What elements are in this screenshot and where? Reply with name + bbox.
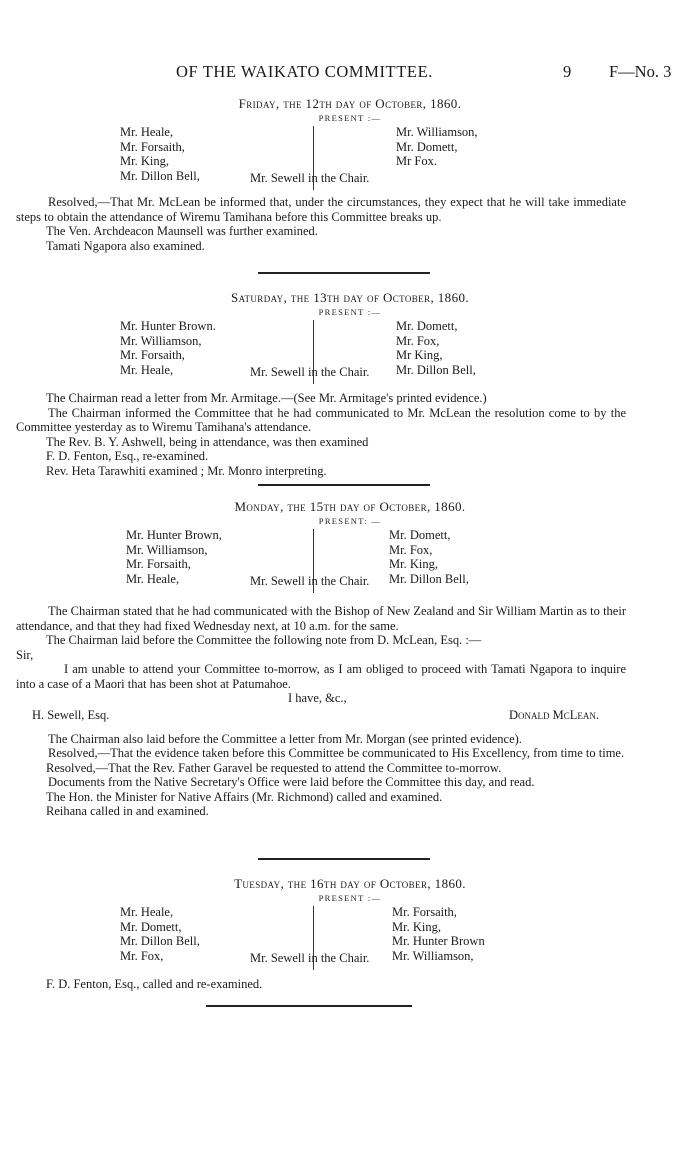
member-name: Mr. Dillon Bell,: [389, 571, 469, 586]
page-header: [0, 62, 700, 82]
member-name: Mr King,: [396, 348, 443, 362]
page-number: 9: [563, 62, 572, 81]
letter-signature: Donald McLean.: [509, 707, 600, 722]
file-number: F—No. 3: [609, 62, 672, 81]
attendance-list: [0, 317, 700, 385]
member-name: Mr. Heale,: [120, 125, 174, 139]
meeting-tuesday: [0, 876, 700, 992]
member-name: Mr. Williamson,: [396, 125, 478, 139]
member-name: Mr. Hunter Brown,: [126, 528, 222, 542]
minute-line: The Rev. B. Y. Ashwell, being in attendance, was then examined: [46, 434, 369, 449]
end-rule: [206, 1005, 412, 1007]
minute-line: The Ven. Archdeacon Maunsell was further examined.: [46, 224, 318, 238]
letter-salutation: Sir,: [16, 647, 34, 662]
minute-line: The Chairman read a letter from Mr. Armitage.—(See Mr. Armitage's printed evidence.): [46, 391, 487, 405]
minute-line: F. D. Fenton, Esq., re-examined.: [46, 449, 209, 463]
member-name: Mr. King,: [120, 154, 169, 168]
attendance-list: [0, 903, 700, 971]
letter-closing: I have, &c.,: [288, 691, 347, 705]
member-name: Mr. Dillon Bell,: [396, 362, 476, 377]
minute-paragraph: The Chairman informed the Committee that he had communicated to Mr. McLean the resolution come to by the Committee yesterday as to Wiremu Tamihana's attendance.: [16, 405, 626, 434]
section-divider: [258, 272, 430, 274]
member-name: Mr. Williamson,: [392, 948, 474, 963]
resolution-paragraph: Resolved,—That the Rev. Father Garavel be requested to attend the Committee to-morrow.: [46, 760, 502, 775]
resolution-paragraph: Resolved,—That the evidence taken before this Committee be communicated to His Excellency, from time to time.: [48, 746, 625, 760]
minute-line: The Chairman laid before the Committee the following note from D. McLean, Esq. :—: [46, 633, 482, 647]
member-name: Mr. Hunter Brown: [392, 934, 485, 948]
member-name: Mr. Williamson,: [120, 333, 202, 348]
member-name: Mr. Fox,: [396, 333, 440, 348]
members-left: [120, 905, 200, 963]
member-name: Mr. Forsaith,: [392, 905, 457, 919]
section-divider: [258, 484, 430, 486]
attendance-list: [0, 123, 700, 191]
member-name: Mr. Fox,: [389, 542, 433, 557]
present-label: PRESENT :—: [318, 307, 382, 317]
chair-line: Mr. Sewell in the Chair.: [250, 365, 370, 379]
member-name: Mr. Domett,: [396, 139, 458, 154]
members-left: [126, 528, 222, 586]
resolution-paragraph: Resolved,—That Mr. McLean be informed that, under the circumstances, they expect that he will take immediate steps to obtain the attendance of Wiremu Tamihana before this Committee breaks up.: [16, 195, 626, 224]
meeting-date: Monday, the 15th day of October, 1860.: [234, 499, 466, 514]
page-title: OF THE WAIKATO COMMITTEE.: [176, 62, 433, 81]
member-name: Mr. Fox,: [120, 948, 164, 963]
present-label: PRESENT :—: [318, 893, 382, 903]
member-name: Mr. King,: [392, 919, 441, 934]
meeting-monday: [0, 499, 700, 819]
present-label: PRESENT: —: [318, 516, 382, 526]
chair-line: Mr. Sewell in the Chair.: [250, 951, 370, 965]
chair-line: Mr. Sewell in the Chair.: [250, 171, 370, 185]
attendance-list: [0, 526, 700, 594]
member-name: Mr. King,: [389, 557, 438, 571]
members-right: [396, 125, 478, 169]
members-left: [120, 319, 216, 377]
section-divider: [258, 858, 430, 860]
minute-paragraph: Documents from the Native Secretary's Office were laid before the Committee this day, and read.: [48, 775, 535, 789]
letter-addressee: H. Sewell, Esq.: [32, 707, 110, 722]
member-name: Mr. Williamson,: [126, 542, 208, 557]
member-name: Mr. Domett,: [120, 919, 182, 934]
meeting-date: Tuesday, the 16th day of October, 1860.: [234, 876, 466, 891]
members-right: [392, 905, 485, 963]
member-name: Mr. Domett,: [396, 319, 458, 333]
minute-line: The Hon. the Minister for Native Affairs (Mr. Richmond) called and examined.: [46, 789, 443, 804]
meeting-saturday: [0, 290, 700, 478]
members-left: [120, 125, 200, 183]
minute-paragraph: The Chairman also laid before the Committee a letter from Mr. Morgan (see printed evidence).: [48, 731, 522, 746]
present-label: PRESENT :—: [318, 113, 382, 123]
member-name: Mr. Heale,: [120, 362, 174, 377]
member-name: Mr. Forsaith,: [120, 139, 185, 154]
member-name: Mr. Dillon Bell,: [120, 934, 200, 948]
member-name: Mr. Dillon Bell,: [120, 168, 200, 183]
letter-body: I am unable to attend your Committee to-morrow, as I am obliged to proceed with Tamati Ngapora to inquire into a case of a Maori that has been shot at Patumahoe.: [16, 662, 626, 691]
meeting-date: Friday, the 12th day of October, 1860.: [238, 96, 462, 111]
minute-paragraph: The Chairman stated that he had communicated with the Bishop of New Zealand and Sir William Martin as to their attendance, and that they had fixed Wednesday next, at 10 a.m. for the same.: [16, 604, 626, 633]
member-name: Mr. Hunter Brown.: [120, 319, 216, 333]
minute-line: Tamati Ngapora also examined.: [46, 238, 205, 253]
minute-line: F. D. Fenton, Esq., called and re-examined.: [46, 977, 263, 991]
minute-line: Rev. Heta Tarawhiti examined ; Mr. Monro interpreting.: [46, 463, 327, 478]
member-name: Mr Fox.: [396, 154, 437, 168]
member-name: Mr. Forsaith,: [120, 348, 185, 362]
member-name: Mr. Heale,: [120, 905, 174, 919]
chair-line: Mr. Sewell in the Chair.: [250, 574, 370, 588]
minute-line: Reihana called in and examined.: [46, 804, 209, 818]
members-right: [396, 319, 476, 377]
members-right: [389, 528, 469, 586]
meeting-friday: [0, 96, 700, 253]
member-name: Mr. Heale,: [126, 571, 180, 586]
meeting-date: Saturday, the 13th day of October, 1860.: [230, 290, 470, 305]
member-name: Mr. Domett,: [389, 528, 451, 542]
member-name: Mr. Forsaith,: [126, 557, 191, 571]
